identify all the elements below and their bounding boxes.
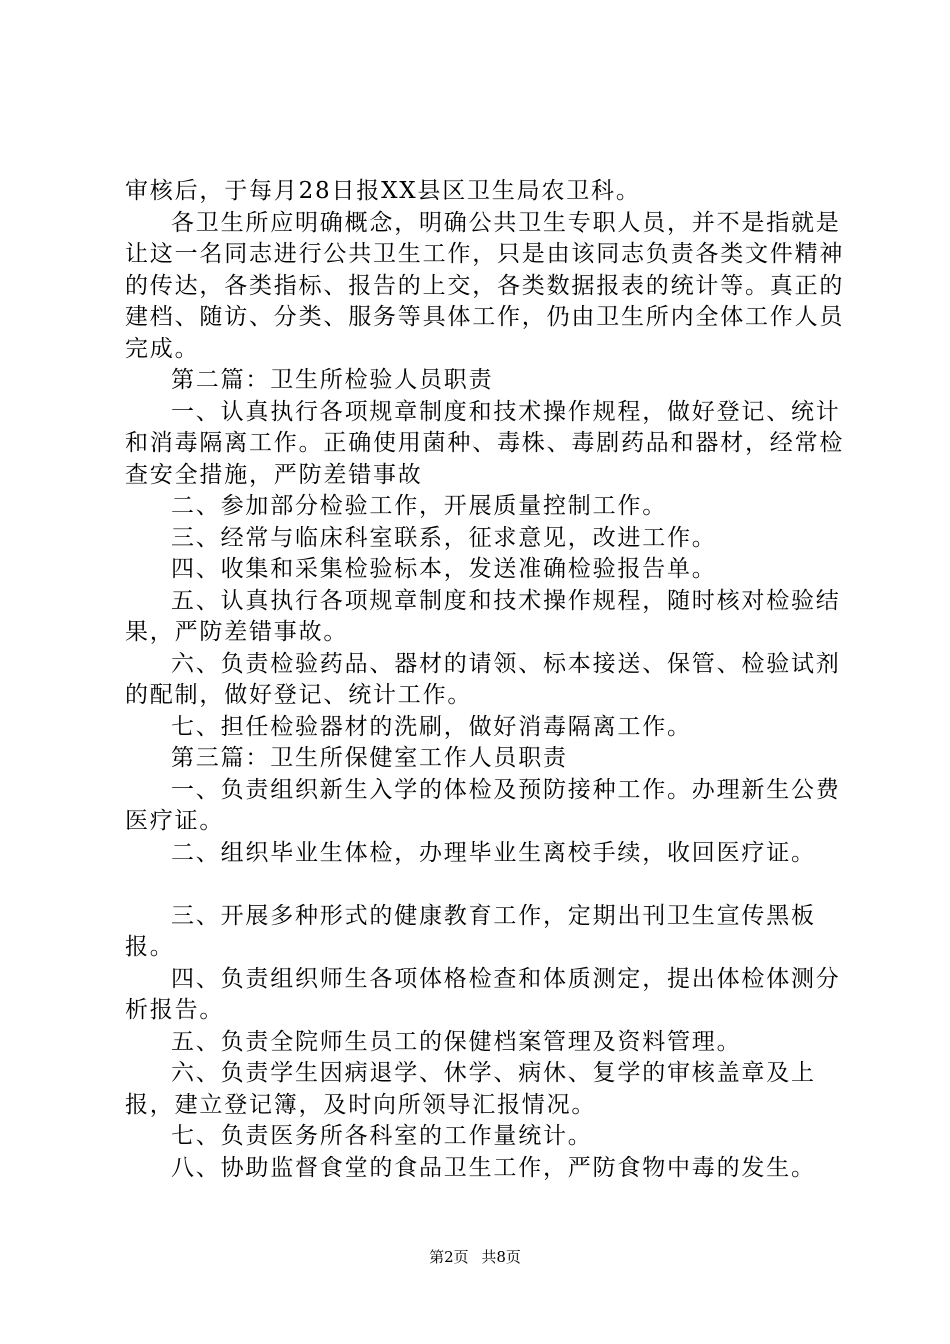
paragraph-9: 七、担任检验器材的洗刷，做好消毒隔离工作。 — [171, 713, 692, 740]
paragraph-16: 七、负责医务所各科室的工作量统计。 — [171, 1123, 593, 1149]
paragraph-4: 二、参加部分检验工作，开展质量控制工作。 — [171, 493, 667, 519]
section-heading-3: 第三篇：卫生所保健室工作人员职责 — [171, 745, 568, 771]
paragraph-10: 一、负责组织新生入学的体检及预防接种工作。办理新生公费医疗证。 — [125, 776, 841, 834]
paragraph-3: 一、认真执行各项规章制度和技术操作规程，做好登记、统计和消毒隔离工作。正确使用菌种、毒株、毒剧药品和器材，经常检查安全措施，严防差错事故 — [125, 398, 845, 488]
paragraph-14: 五、负责全院师生员工的保健档案管理及资料管理。 — [171, 1028, 742, 1055]
paragraph-13: 四、负责组织师生各项体格检查和体质测定，提出体检体测分析报告。 — [125, 965, 841, 1023]
section-heading-2: 第二篇：卫生所检验人员职责 — [171, 367, 494, 393]
page-number: 第2页 — [429, 1248, 469, 1266]
paragraph-1: 审核后，于每月28日报XX县区卫生局农卫科。 — [125, 178, 641, 204]
paragraph-11: 二、组织毕业生体检，办理毕业生离校手续，收回医疗证。 — [171, 839, 816, 866]
paragraph-12: 三、开展多种形式的健康教育工作，定期出刊卫生宣传黑板报。 — [125, 902, 816, 960]
paragraph-6: 四、收集和采集检验标本，发送准确检验报告单。 — [171, 556, 717, 582]
paragraph-2: 各卫生所应明确概念，明确公共卫生专职人员，并不是指就是让这一名同志进行公共卫生工作，只是由该同志负责各类文件精神的传达，各类指标、报告的上交，各类数据报表的统计等。真正的建档、随访、分类、服务等具体工作，仍由卫生所内全体工作人员完成。 — [125, 209, 845, 362]
paragraph-15: 六、负责学生因病退学、休学、病休、复学的审核盖章及上报，建立登记簿，及时向所领导汇报情况。 — [125, 1060, 816, 1118]
paragraph-17: 八、协助监督食堂的食品卫生工作，严防食物中毒的发生。 — [171, 1154, 816, 1181]
page-footer — [0, 1246, 950, 1267]
paragraph-8: 六、负责检验药品、器材的请领、标本接送、保管、检验试剂的配制，做好登记、统计工作。 — [125, 650, 841, 708]
page-total: 共8页 — [481, 1248, 521, 1266]
document-body — [125, 176, 845, 1184]
paragraph-7: 五、认真执行各项规章制度和技术操作规程，随时核对检验结果，严防差错事故。 — [125, 587, 841, 645]
paragraph-5: 三、经常与临床科室联系，征求意见，改进工作。 — [171, 524, 717, 551]
